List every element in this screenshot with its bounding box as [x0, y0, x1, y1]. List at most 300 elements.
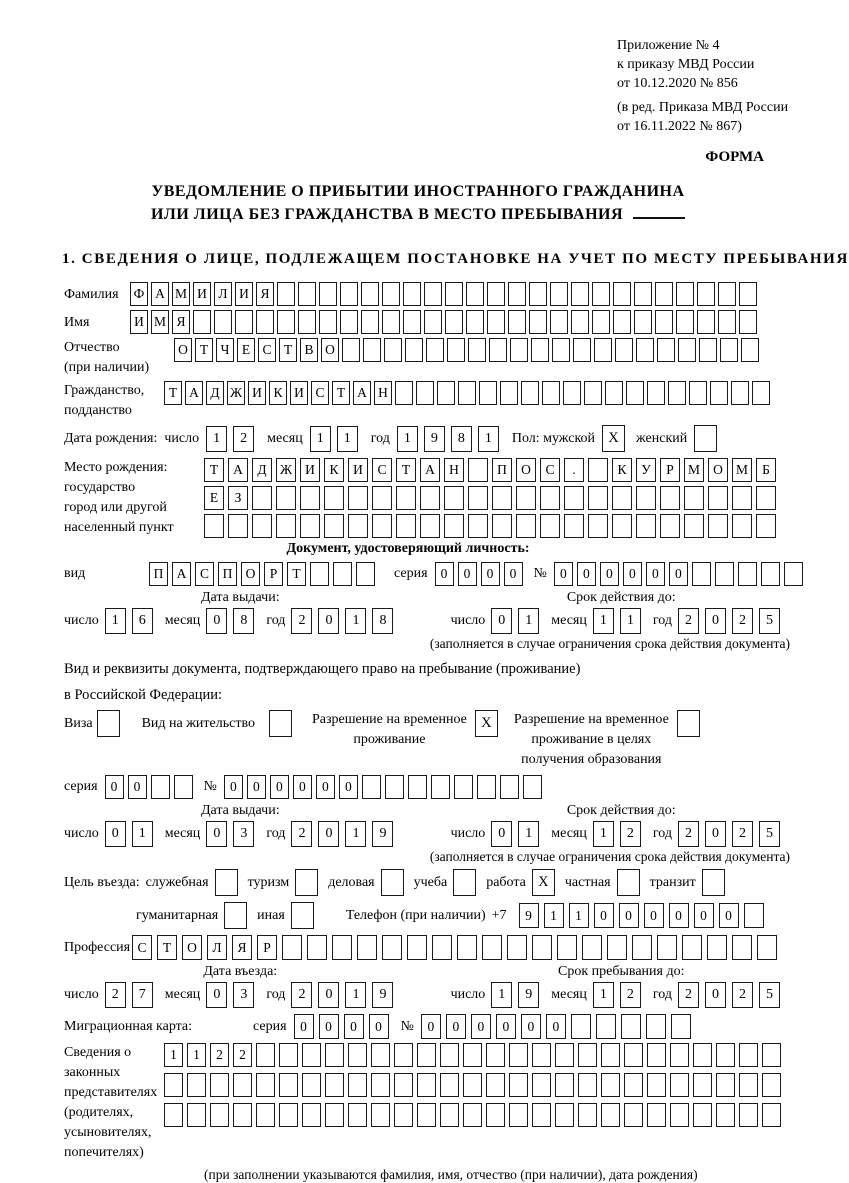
char-cell[interactable]: 2 — [291, 821, 312, 847]
char-cell[interactable] — [256, 1043, 275, 1067]
char-cell[interactable]: 1 — [478, 426, 499, 452]
char-cell[interactable] — [361, 310, 379, 334]
char-cell[interactable] — [708, 514, 728, 538]
char-cell[interactable] — [458, 381, 476, 405]
char-cell[interactable] — [431, 775, 450, 799]
char-cell[interactable] — [613, 282, 631, 306]
char-cell[interactable] — [492, 514, 512, 538]
char-cell[interactable] — [235, 310, 253, 334]
char-cell[interactable] — [732, 935, 752, 960]
char-cell[interactable] — [437, 381, 455, 405]
char-cell[interactable]: 0 — [705, 821, 726, 847]
char-cell[interactable]: 2 — [210, 1043, 229, 1067]
char-cell[interactable] — [634, 282, 652, 306]
char-cell[interactable] — [298, 310, 316, 334]
char-cell[interactable]: Д — [206, 381, 224, 405]
char-cell[interactable] — [532, 1043, 551, 1067]
char-cell[interactable] — [276, 514, 296, 538]
char-cell[interactable] — [403, 310, 421, 334]
char-cell[interactable] — [417, 1103, 436, 1127]
char-cell[interactable] — [739, 1073, 758, 1097]
char-cell[interactable] — [444, 514, 464, 538]
char-cell[interactable] — [187, 1073, 206, 1097]
char-cell[interactable]: 0 — [719, 903, 739, 928]
char-cell[interactable] — [325, 1043, 344, 1067]
char-cell[interactable] — [670, 1073, 689, 1097]
char-cell[interactable]: 0 — [600, 562, 619, 586]
char-cell[interactable]: 1 — [164, 1043, 183, 1067]
char-cell[interactable] — [500, 381, 518, 405]
char-cell[interactable]: 2 — [678, 821, 699, 847]
char-cell[interactable] — [692, 562, 711, 586]
char-cell[interactable] — [298, 282, 316, 306]
char-cell[interactable]: 1 — [518, 821, 539, 847]
char-cell[interactable] — [256, 310, 274, 334]
char-cell[interactable] — [636, 514, 656, 538]
char-cell[interactable] — [319, 282, 337, 306]
char-cell[interactable] — [277, 282, 295, 306]
char-cell[interactable]: 0 — [446, 1014, 466, 1039]
char-cell[interactable]: 1 — [593, 982, 614, 1008]
char-cell[interactable] — [489, 338, 507, 362]
char-cell[interactable]: И — [300, 458, 320, 482]
char-cell[interactable]: Д — [252, 458, 272, 482]
char-cell[interactable]: 1 — [345, 821, 366, 847]
char-cell[interactable] — [523, 775, 542, 799]
char-cell[interactable] — [319, 310, 337, 334]
char-cell[interactable]: С — [195, 562, 214, 586]
char-cell[interactable]: Т — [204, 458, 224, 482]
char-cell[interactable]: 3 — [233, 982, 254, 1008]
char-cell[interactable]: И — [348, 458, 368, 482]
char-cell[interactable]: 0 — [270, 775, 289, 799]
char-cell[interactable]: И — [290, 381, 308, 405]
char-cell[interactable] — [193, 310, 211, 334]
char-cell[interactable] — [540, 514, 560, 538]
char-cell[interactable] — [325, 1073, 344, 1097]
char-cell[interactable] — [757, 935, 777, 960]
char-cell[interactable] — [371, 1043, 390, 1067]
char-cell[interactable] — [697, 310, 715, 334]
char-cell[interactable] — [348, 486, 368, 510]
char-cell[interactable] — [342, 338, 360, 362]
char-cell[interactable]: С — [132, 935, 152, 960]
char-cell[interactable] — [739, 1043, 758, 1067]
char-cell[interactable] — [532, 1073, 551, 1097]
char-cell[interactable] — [592, 310, 610, 334]
char-cell[interactable] — [647, 1073, 666, 1097]
char-cell[interactable]: 0 — [694, 903, 714, 928]
char-cell[interactable] — [384, 338, 402, 362]
char-cell[interactable] — [762, 1073, 781, 1097]
char-cell[interactable] — [509, 1103, 528, 1127]
char-cell[interactable]: 0 — [646, 562, 665, 586]
char-cell[interactable] — [279, 1043, 298, 1067]
char-cell[interactable]: . — [564, 458, 584, 482]
char-cell[interactable] — [479, 381, 497, 405]
char-cell[interactable]: 0 — [481, 562, 500, 586]
char-cell[interactable] — [252, 514, 272, 538]
char-cell[interactable]: Т — [332, 381, 350, 405]
char-cell[interactable]: И — [130, 310, 148, 334]
char-cell[interactable] — [697, 282, 715, 306]
char-cell[interactable]: 9 — [372, 982, 393, 1008]
residence-permit-checkbox[interactable] — [269, 710, 292, 737]
char-cell[interactable]: 2 — [105, 982, 126, 1008]
char-cell[interactable] — [529, 310, 547, 334]
char-cell[interactable] — [762, 1043, 781, 1067]
char-cell[interactable] — [607, 935, 627, 960]
char-cell[interactable] — [372, 514, 392, 538]
char-cell[interactable] — [718, 282, 736, 306]
char-cell[interactable] — [647, 1043, 666, 1067]
char-cell[interactable] — [487, 282, 505, 306]
char-cell[interactable]: Я — [232, 935, 252, 960]
char-cell[interactable] — [678, 338, 696, 362]
char-cell[interactable] — [279, 1073, 298, 1097]
char-cell[interactable]: Т — [396, 458, 416, 482]
char-cell[interactable] — [307, 935, 327, 960]
char-cell[interactable]: 2 — [732, 982, 753, 1008]
char-cell[interactable]: 0 — [554, 562, 573, 586]
char-cell[interactable] — [333, 562, 352, 586]
char-cell[interactable] — [571, 282, 589, 306]
char-cell[interactable]: О — [321, 338, 339, 362]
char-cell[interactable]: С — [540, 458, 560, 482]
char-cell[interactable] — [784, 562, 803, 586]
char-cell[interactable] — [302, 1043, 321, 1067]
char-cell[interactable] — [647, 381, 665, 405]
char-cell[interactable] — [382, 935, 402, 960]
char-cell[interactable]: 0 — [319, 1014, 339, 1039]
char-cell[interactable] — [555, 1103, 574, 1127]
char-cell[interactable] — [408, 775, 427, 799]
char-cell[interactable] — [621, 1014, 641, 1039]
char-cell[interactable] — [624, 1103, 643, 1127]
char-cell[interactable]: 0 — [594, 903, 614, 928]
char-cell[interactable] — [210, 1103, 229, 1127]
char-cell[interactable]: А — [420, 458, 440, 482]
char-cell[interactable]: Т — [195, 338, 213, 362]
char-cell[interactable]: 2 — [678, 608, 699, 634]
char-cell[interactable] — [557, 935, 577, 960]
char-cell[interactable] — [382, 282, 400, 306]
char-cell[interactable] — [738, 562, 757, 586]
visa-checkbox[interactable] — [97, 710, 120, 737]
char-cell[interactable] — [416, 381, 434, 405]
char-cell[interactable]: 0 — [224, 775, 243, 799]
char-cell[interactable] — [531, 338, 549, 362]
char-cell[interactable] — [310, 562, 329, 586]
char-cell[interactable] — [256, 1103, 275, 1127]
char-cell[interactable] — [487, 310, 505, 334]
char-cell[interactable] — [356, 562, 375, 586]
char-cell[interactable] — [302, 1073, 321, 1097]
purpose-other-checkbox[interactable] — [291, 902, 314, 929]
char-cell[interactable]: 0 — [316, 775, 335, 799]
char-cell[interactable] — [588, 514, 608, 538]
char-cell[interactable] — [564, 514, 584, 538]
char-cell[interactable]: 1 — [310, 426, 331, 452]
char-cell[interactable] — [660, 514, 680, 538]
char-cell[interactable] — [394, 1073, 413, 1097]
char-cell[interactable] — [420, 486, 440, 510]
char-cell[interactable]: 7 — [132, 982, 153, 1008]
char-cell[interactable] — [564, 486, 584, 510]
char-cell[interactable]: 1 — [397, 426, 418, 452]
char-cell[interactable]: 1 — [544, 903, 564, 928]
char-cell[interactable]: 0 — [705, 608, 726, 634]
char-cell[interactable] — [463, 1073, 482, 1097]
char-cell[interactable]: П — [492, 458, 512, 482]
purpose-private-checkbox[interactable] — [617, 869, 640, 896]
char-cell[interactable] — [676, 282, 694, 306]
char-cell[interactable] — [468, 514, 488, 538]
char-cell[interactable] — [739, 310, 757, 334]
char-cell[interactable]: 9 — [372, 821, 393, 847]
char-cell[interactable] — [552, 338, 570, 362]
char-cell[interactable] — [432, 935, 452, 960]
char-cell[interactable] — [509, 1073, 528, 1097]
char-cell[interactable] — [529, 282, 547, 306]
char-cell[interactable]: О — [241, 562, 260, 586]
char-cell[interactable]: 0 — [105, 775, 124, 799]
char-cell[interactable] — [682, 935, 702, 960]
char-cell[interactable]: Н — [444, 458, 464, 482]
char-cell[interactable] — [340, 282, 358, 306]
char-cell[interactable]: Т — [164, 381, 182, 405]
char-cell[interactable]: 2 — [291, 982, 312, 1008]
char-cell[interactable] — [233, 1073, 252, 1097]
char-cell[interactable]: 6 — [132, 608, 153, 634]
char-cell[interactable]: 0 — [293, 775, 312, 799]
char-cell[interactable] — [655, 310, 673, 334]
char-cell[interactable]: 5 — [759, 608, 780, 634]
char-cell[interactable] — [508, 282, 526, 306]
char-cell[interactable] — [555, 1073, 574, 1097]
char-cell[interactable]: 0 — [644, 903, 664, 928]
char-cell[interactable]: 0 — [369, 1014, 389, 1039]
temp-residence-checkbox[interactable]: X — [475, 710, 498, 737]
char-cell[interactable] — [407, 935, 427, 960]
char-cell[interactable]: А — [151, 282, 169, 306]
char-cell[interactable] — [624, 1073, 643, 1097]
char-cell[interactable]: 1 — [593, 821, 614, 847]
char-cell[interactable] — [668, 381, 686, 405]
char-cell[interactable] — [670, 1043, 689, 1067]
char-cell[interactable] — [584, 381, 602, 405]
purpose-humanitarian-checkbox[interactable] — [224, 902, 247, 929]
char-cell[interactable] — [636, 338, 654, 362]
char-cell[interactable] — [486, 1103, 505, 1127]
char-cell[interactable]: К — [269, 381, 287, 405]
char-cell[interactable] — [612, 486, 632, 510]
char-cell[interactable] — [732, 486, 752, 510]
char-cell[interactable]: Я — [256, 282, 274, 306]
char-cell[interactable] — [424, 310, 442, 334]
char-cell[interactable] — [426, 338, 444, 362]
char-cell[interactable]: 0 — [669, 562, 688, 586]
char-cell[interactable] — [371, 1073, 390, 1097]
char-cell[interactable] — [578, 1103, 597, 1127]
char-cell[interactable]: 0 — [504, 562, 523, 586]
char-cell[interactable]: 0 — [247, 775, 266, 799]
char-cell[interactable] — [445, 282, 463, 306]
char-cell[interactable] — [540, 486, 560, 510]
char-cell[interactable] — [300, 514, 320, 538]
char-cell[interactable] — [605, 381, 623, 405]
char-cell[interactable]: 9 — [518, 982, 539, 1008]
char-cell[interactable] — [324, 486, 344, 510]
char-cell[interactable]: 0 — [128, 775, 147, 799]
char-cell[interactable] — [752, 381, 770, 405]
char-cell[interactable] — [492, 486, 512, 510]
char-cell[interactable] — [542, 381, 560, 405]
char-cell[interactable]: М — [172, 282, 190, 306]
char-cell[interactable] — [382, 310, 400, 334]
char-cell[interactable] — [744, 903, 764, 928]
char-cell[interactable] — [636, 486, 656, 510]
char-cell[interactable]: 0 — [669, 903, 689, 928]
char-cell[interactable]: 1 — [337, 426, 358, 452]
char-cell[interactable]: 0 — [294, 1014, 314, 1039]
char-cell[interactable]: 5 — [759, 982, 780, 1008]
char-cell[interactable] — [657, 338, 675, 362]
char-cell[interactable]: 0 — [619, 903, 639, 928]
char-cell[interactable] — [385, 775, 404, 799]
char-cell[interactable] — [325, 1103, 344, 1127]
char-cell[interactable]: 0 — [705, 982, 726, 1008]
char-cell[interactable] — [396, 486, 416, 510]
char-cell[interactable] — [214, 310, 232, 334]
char-cell[interactable] — [731, 381, 749, 405]
char-cell[interactable] — [279, 1103, 298, 1127]
char-cell[interactable]: А — [228, 458, 248, 482]
char-cell[interactable] — [187, 1103, 206, 1127]
char-cell[interactable]: А — [353, 381, 371, 405]
char-cell[interactable] — [395, 381, 413, 405]
char-cell[interactable]: Т — [287, 562, 306, 586]
char-cell[interactable]: Я — [172, 310, 190, 334]
char-cell[interactable] — [578, 1043, 597, 1067]
char-cell[interactable]: Ф — [130, 282, 148, 306]
char-cell[interactable]: М — [732, 458, 752, 482]
char-cell[interactable] — [348, 1103, 367, 1127]
char-cell[interactable] — [615, 338, 633, 362]
char-cell[interactable]: 0 — [458, 562, 477, 586]
char-cell[interactable]: 8 — [372, 608, 393, 634]
purpose-work-checkbox[interactable]: X — [532, 869, 555, 896]
char-cell[interactable]: 2 — [620, 982, 641, 1008]
char-cell[interactable]: И — [193, 282, 211, 306]
char-cell[interactable] — [164, 1103, 183, 1127]
char-cell[interactable] — [624, 1043, 643, 1067]
char-cell[interactable]: 3 — [233, 821, 254, 847]
char-cell[interactable] — [699, 338, 717, 362]
char-cell[interactable]: З — [228, 486, 248, 510]
char-cell[interactable] — [444, 486, 464, 510]
char-cell[interactable] — [466, 310, 484, 334]
char-cell[interactable] — [689, 381, 707, 405]
char-cell[interactable]: 0 — [546, 1014, 566, 1039]
male-checkbox[interactable]: X — [602, 425, 625, 452]
char-cell[interactable] — [405, 338, 423, 362]
char-cell[interactable]: М — [684, 458, 704, 482]
char-cell[interactable] — [762, 1103, 781, 1127]
char-cell[interactable] — [394, 1103, 413, 1127]
char-cell[interactable]: Р — [257, 935, 277, 960]
char-cell[interactable] — [457, 935, 477, 960]
char-cell[interactable] — [741, 338, 759, 362]
char-cell[interactable] — [708, 486, 728, 510]
char-cell[interactable] — [716, 1043, 735, 1067]
char-cell[interactable]: 1 — [518, 608, 539, 634]
char-cell[interactable] — [420, 514, 440, 538]
char-cell[interactable]: 0 — [421, 1014, 441, 1039]
char-cell[interactable] — [302, 1103, 321, 1127]
char-cell[interactable] — [532, 1103, 551, 1127]
char-cell[interactable]: Ч — [216, 338, 234, 362]
char-cell[interactable]: 1 — [132, 821, 153, 847]
char-cell[interactable] — [394, 1043, 413, 1067]
char-cell[interactable] — [646, 1014, 666, 1039]
char-cell[interactable] — [550, 282, 568, 306]
char-cell[interactable]: 0 — [623, 562, 642, 586]
char-cell[interactable]: Т — [157, 935, 177, 960]
char-cell[interactable]: 0 — [435, 562, 454, 586]
char-cell[interactable]: Е — [237, 338, 255, 362]
char-cell[interactable] — [340, 310, 358, 334]
char-cell[interactable] — [252, 486, 272, 510]
char-cell[interactable]: 2 — [732, 821, 753, 847]
char-cell[interactable]: Л — [207, 935, 227, 960]
char-cell[interactable]: О — [516, 458, 536, 482]
char-cell[interactable] — [482, 935, 502, 960]
char-cell[interactable] — [715, 562, 734, 586]
char-cell[interactable] — [357, 935, 377, 960]
char-cell[interactable] — [634, 310, 652, 334]
char-cell[interactable]: С — [311, 381, 329, 405]
char-cell[interactable]: 0 — [318, 821, 339, 847]
char-cell[interactable]: Л — [214, 282, 232, 306]
char-cell[interactable] — [588, 486, 608, 510]
char-cell[interactable] — [440, 1043, 459, 1067]
char-cell[interactable]: В — [300, 338, 318, 362]
char-cell[interactable]: 0 — [206, 982, 227, 1008]
char-cell[interactable] — [555, 1043, 574, 1067]
char-cell[interactable] — [693, 1073, 712, 1097]
char-cell[interactable]: О — [174, 338, 192, 362]
char-cell[interactable]: А — [185, 381, 203, 405]
char-cell[interactable] — [363, 338, 381, 362]
char-cell[interactable] — [466, 282, 484, 306]
char-cell[interactable] — [601, 1103, 620, 1127]
char-cell[interactable] — [655, 282, 673, 306]
char-cell[interactable] — [582, 935, 602, 960]
char-cell[interactable] — [486, 1043, 505, 1067]
char-cell[interactable]: 0 — [105, 821, 126, 847]
char-cell[interactable] — [756, 514, 776, 538]
char-cell[interactable]: 0 — [491, 608, 512, 634]
char-cell[interactable] — [716, 1073, 735, 1097]
purpose-business-checkbox[interactable] — [215, 869, 238, 896]
char-cell[interactable] — [739, 282, 757, 306]
char-cell[interactable]: 1 — [491, 982, 512, 1008]
char-cell[interactable] — [447, 338, 465, 362]
char-cell[interactable]: 1 — [569, 903, 589, 928]
char-cell[interactable] — [612, 514, 632, 538]
char-cell[interactable] — [508, 310, 526, 334]
